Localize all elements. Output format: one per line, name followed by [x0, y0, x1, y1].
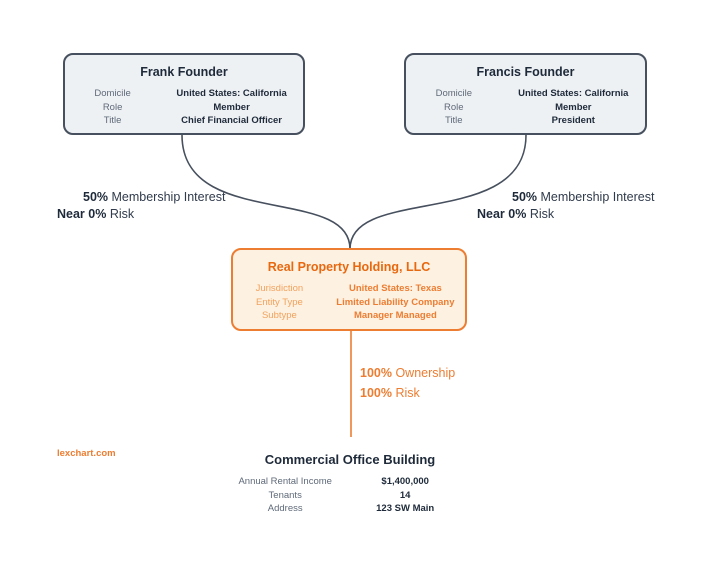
detail-row	[233, 282, 465, 296]
node-commercial-office-building[interactable]	[230, 452, 470, 516]
row-value: President	[551, 115, 595, 126]
row-value: Member	[555, 101, 592, 113]
edge-pct: 50%	[83, 190, 109, 204]
node-title: Commercial Office Building	[264, 452, 436, 467]
edge-text: Risk	[526, 207, 555, 221]
node-title: Frank Founder	[140, 65, 228, 79]
row-value: 14	[399, 489, 411, 501]
detail-row	[233, 309, 465, 323]
edge-label-ownership	[360, 366, 455, 381]
detail-row	[65, 114, 303, 128]
row-value: $1,400,000	[381, 476, 429, 487]
edge-text: Membership Interest	[537, 190, 655, 204]
edge-label-ownership-risk	[360, 386, 420, 401]
row-label: Annual Rental Income	[238, 476, 332, 487]
detail-row	[406, 114, 645, 128]
detail-row	[233, 296, 465, 310]
node-detail-rows	[65, 87, 303, 128]
edge-text: Risk	[391, 386, 420, 400]
edge-label-right-membership	[512, 190, 654, 205]
row-label: Address	[267, 503, 303, 514]
edge-text: Ownership	[391, 366, 456, 380]
detail-row	[65, 87, 303, 101]
edge-pct: 100%	[360, 386, 392, 400]
detail-row	[230, 502, 470, 516]
edge-text: Risk	[106, 207, 135, 221]
node-real-property-holding[interactable]	[231, 248, 467, 331]
row-label: Domicile	[94, 88, 131, 99]
row-value: Member	[213, 101, 250, 113]
row-label: Domicile	[435, 88, 473, 99]
row-label: Subtype	[261, 310, 297, 321]
row-label: Role	[102, 101, 123, 113]
row-value: United States: California	[176, 88, 287, 99]
row-value: United States: Texas	[349, 283, 442, 294]
row-label: Tenants	[268, 489, 302, 501]
detail-row	[406, 101, 645, 115]
node-title: Real Property Holding, LLC	[267, 260, 431, 274]
row-value: Chief Financial Officer	[181, 115, 282, 126]
connector-francis-to-holding	[350, 135, 526, 249]
node-francis-founder[interactable]	[404, 53, 647, 135]
edge-label-right-risk	[477, 207, 554, 222]
detail-row	[406, 87, 645, 101]
node-detail-rows	[406, 87, 645, 128]
edge-pct: 100%	[360, 366, 392, 380]
node-detail-rows	[230, 475, 470, 516]
row-label: Jurisdiction	[255, 283, 304, 294]
node-frank-founder[interactable]	[63, 53, 305, 135]
row-value: United States: California	[518, 88, 629, 99]
lexchart-watermark-link[interactable]: lexchart.com	[57, 448, 116, 459]
row-value: 123 SW Main	[376, 503, 435, 514]
edge-label-left-membership	[83, 190, 225, 205]
detail-row	[230, 475, 470, 489]
node-title: Francis Founder	[476, 65, 575, 79]
row-value: Limited Liability Company	[336, 296, 455, 308]
row-label: Title	[444, 115, 463, 126]
edge-label-left-risk	[57, 207, 134, 222]
row-label: Entity Type	[255, 296, 303, 308]
edge-pct: Near 0%	[477, 207, 527, 221]
edge-text: Membership Interest	[108, 190, 226, 204]
detail-row	[65, 101, 303, 115]
edge-pct: Near 0%	[57, 207, 107, 221]
edge-pct: 50%	[512, 190, 538, 204]
row-label: Role	[444, 101, 464, 113]
detail-row	[230, 489, 470, 503]
row-label: Title	[103, 115, 122, 126]
node-detail-rows	[233, 282, 465, 323]
row-value: Manager Managed	[353, 310, 437, 321]
